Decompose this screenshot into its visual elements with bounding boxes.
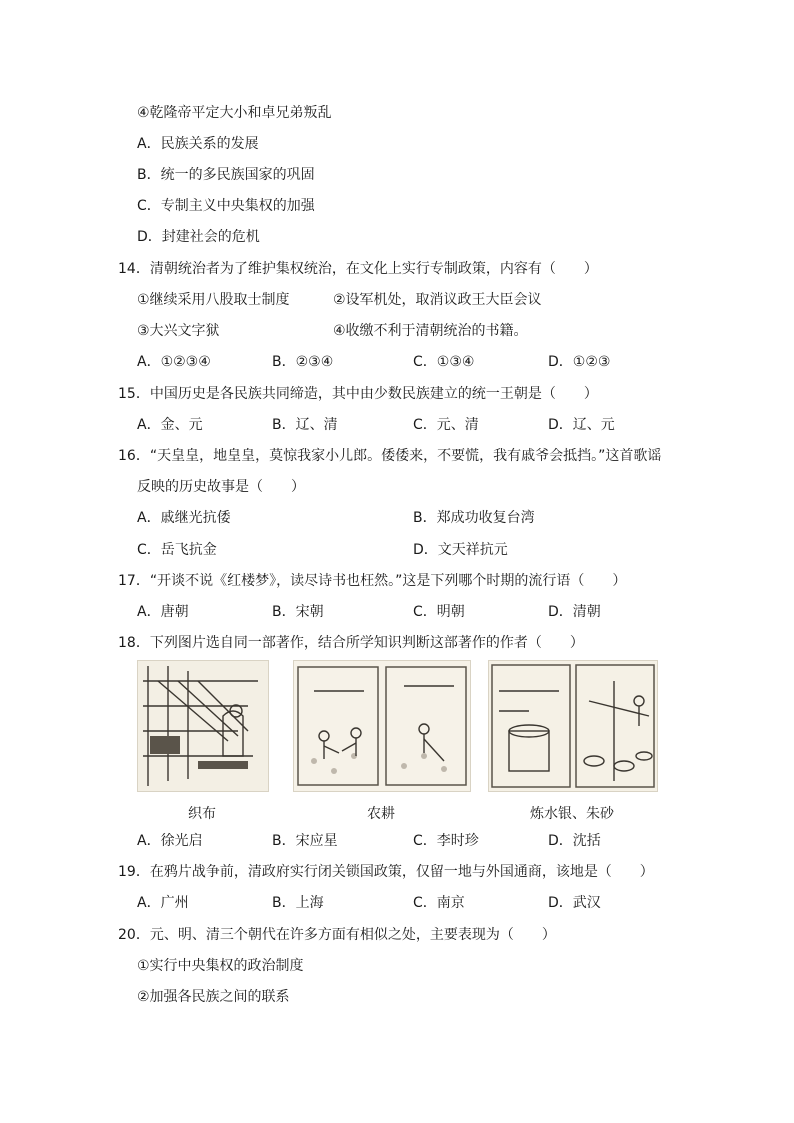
q16-option-a: A．戚继光抗倭 — [137, 510, 231, 526]
q16-stem-line-2: 反映的历史故事是（ ） — [137, 479, 305, 495]
q13-option-b: B．统一的多民族国家的巩固 — [137, 167, 315, 183]
farming-illustration — [293, 660, 471, 792]
q15-option-a: A．金、元 — [137, 417, 203, 433]
q19-option-c: C．南京 — [413, 895, 465, 911]
q14-stem: 14．清朝统治者为了维护集权统治，在文化上实行专制政策，内容有（ ） — [118, 261, 598, 277]
q13-item-4: ④乾隆帝平定大小和卓兄弟叛乱 — [137, 105, 332, 121]
q17-option-c: C．明朝 — [413, 604, 465, 620]
q14-option-c: C．①③④ — [413, 354, 475, 370]
q16-option-c: C．岳飞抗金 — [137, 542, 217, 558]
weaving-illustration — [137, 660, 269, 792]
q20-item-1: ①实行中央集权的政治制度 — [137, 958, 304, 974]
q19-stem: 19．在鸦片战争前，清政府实行闭关锁国政策，仅留一地与外国通商，该地是（ ） — [118, 864, 654, 880]
q16-stem-line-1: 16．“天皇皇，地皇皇，莫惊我家小儿郎。倭倭来，不要慌，我有戚爷会抵挡。”这首歌谣 — [118, 448, 662, 464]
q14-item-3: ③大兴文字狱 — [137, 323, 220, 339]
q15-option-d: D．辽、元 — [548, 417, 615, 433]
q14-option-d: D．①②③ — [548, 354, 611, 370]
q19-option-a: A．广州 — [137, 895, 189, 911]
q18-stem: 18．下列图片选自同一部著作，结合所学知识判断这部著作的作者（ ） — [118, 635, 584, 651]
q16-option-d: D．文天祥抗元 — [413, 542, 508, 558]
caption-mercury-cinnabar: 炼水银、朱砂 — [530, 806, 614, 822]
q17-option-d: D．清朝 — [548, 604, 601, 620]
q17-stem: 17．“开谈不说《红楼梦》，读尽诗书也枉然。”这是下列哪个时期的流行语（ ） — [118, 573, 627, 589]
q14-item-1: ①继续采用八股取士制度 — [137, 292, 290, 308]
q13-option-c: C．专制主义中央集权的加强 — [137, 198, 315, 214]
q18-option-d: D．沈括 — [548, 833, 601, 849]
q13-option-a: A．民族关系的发展 — [137, 136, 259, 152]
q17-option-b: B．宋朝 — [272, 604, 324, 620]
q14-item-4: ④收缴不利于清朝统治的书籍。 — [333, 323, 528, 339]
q20-stem: 20．元、明、清三个朝代在许多方面有相似之处，主要表现为（ ） — [118, 927, 556, 943]
q13-option-d: D．封建社会的危机 — [137, 229, 260, 245]
q19-option-b: B．上海 — [272, 895, 324, 911]
q19-option-d: D．武汉 — [548, 895, 601, 911]
q15-option-b: B．辽、清 — [272, 417, 338, 433]
q20-item-2: ②加强各民族之间的联系 — [137, 989, 290, 1005]
q16-option-b: B．郑成功收复台湾 — [413, 510, 535, 526]
q14-option-a: A．①②③④ — [137, 354, 211, 370]
mercury-cinnabar-illustration — [488, 660, 658, 792]
caption-weaving: 织布 — [188, 806, 216, 822]
q17-option-a: A．唐朝 — [137, 604, 189, 620]
q14-item-2: ②设军机处，取消议政王大臣会议 — [333, 292, 542, 308]
q15-option-c: C．元、清 — [413, 417, 479, 433]
q15-stem: 15．中国历史是各民族共同缔造，其中由少数民族建立的统一王朝是（ ） — [118, 386, 598, 402]
q18-option-c: C．李时珍 — [413, 833, 479, 849]
q18-option-a: A．徐光启 — [137, 833, 203, 849]
caption-farming: 农耕 — [367, 806, 395, 822]
q18-option-b: B．宋应星 — [272, 833, 338, 849]
q14-option-b: B．②③④ — [272, 354, 334, 370]
